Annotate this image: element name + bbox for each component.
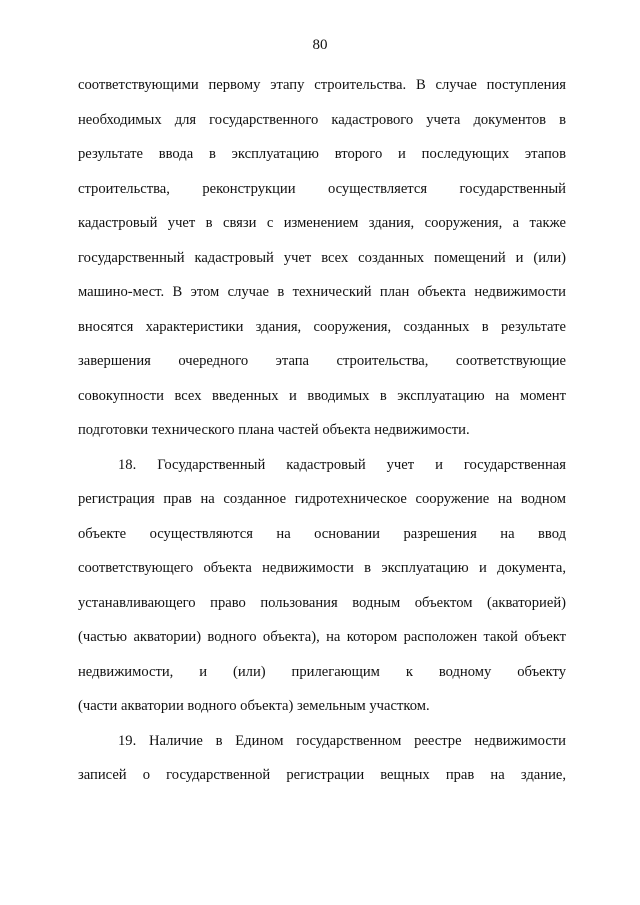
text-line: необходимых для государственного кадастрового учета документов в	[78, 111, 566, 128]
page-number: 80	[312, 37, 328, 53]
text-line: государственный кадастровый учет всех созданных помещений и (или)	[78, 249, 566, 266]
text-line: совокупности всех введенных и вводимых в эксплуатацию на момент	[78, 387, 566, 404]
text-line: результате ввода в эксплуатацию второго и последующих этапов	[78, 146, 566, 162]
text-line: (частью акватории) водного объекта), на котором расположен такой объект	[78, 629, 566, 645]
text-line: (части акватории водного объекта) земельным участком.	[78, 698, 430, 714]
text-line: кадастровый учет в связи с изменением здания, сооружения, а также	[78, 215, 566, 231]
text-line: записей о государственной регистрации вещных прав на здание,	[78, 767, 566, 783]
text-line: подготовки технического плана частей объекта недвижимости.	[78, 422, 470, 438]
text-line: завершения очередного этапа строительства, соответствующие	[78, 353, 566, 369]
paragraph-19-first-line: 19. Наличие в Едином государственном реестре недвижимости	[118, 732, 566, 749]
text-line: вносятся характеристики здания, сооружения, созданных в результате	[78, 318, 566, 335]
text-line: недвижимости, и (или) прилегающим к водному объекту	[78, 663, 566, 680]
text-line: устанавливающего право пользования водным объектом (акваторией)	[78, 594, 566, 611]
document-body	[78, 68, 566, 793]
text-line: соответствующего объекта недвижимости в эксплуатацию и документа,	[78, 560, 566, 576]
text-line: строительства, реконструкции осуществляется государственный	[78, 180, 566, 197]
text-line: объекте осуществляются на основании разрешения на ввод	[78, 525, 566, 542]
text-line: соответствующими первому этапу строительства. В случае поступления	[78, 77, 566, 93]
text-line: машино-мест. В этом случае в технический план объекта недвижимости	[78, 284, 566, 300]
text-line: регистрация прав на созданное гидротехническое сооружение на водном	[78, 491, 566, 507]
paragraph-18-first-line: 18. Государственный кадастровый учет и государственная	[118, 456, 566, 473]
